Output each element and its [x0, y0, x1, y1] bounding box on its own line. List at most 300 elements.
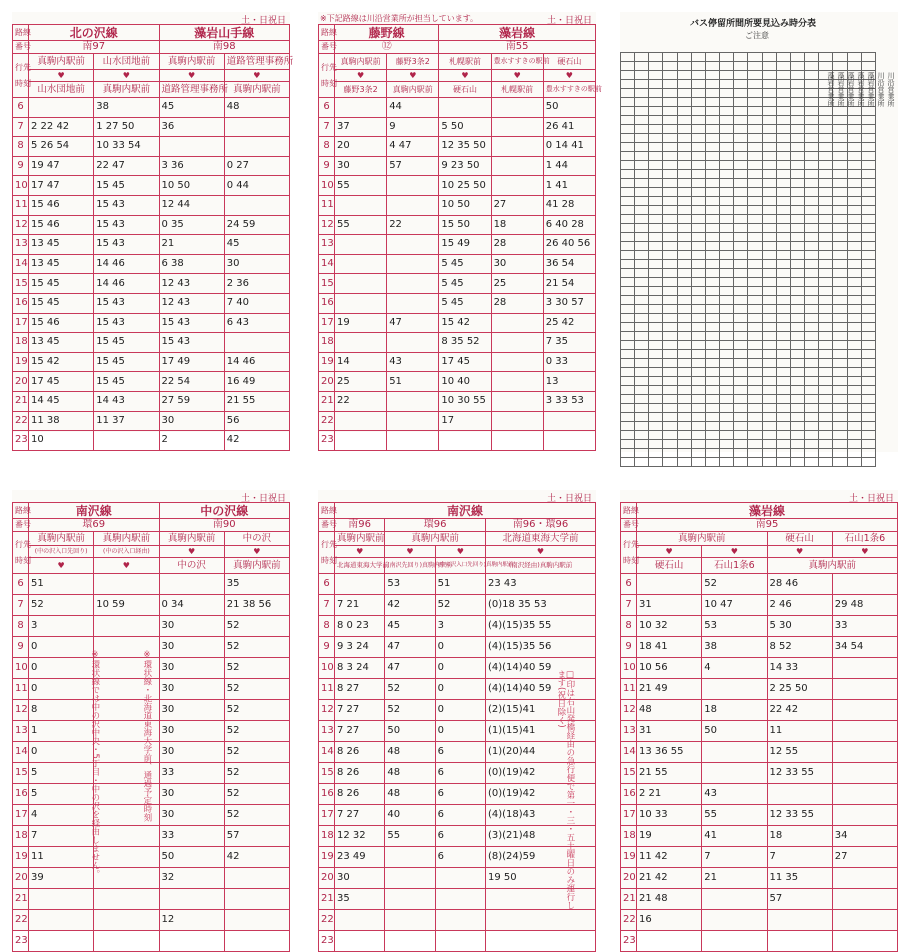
minute-cell [491, 411, 543, 431]
grid-cell [649, 71, 663, 80]
grid-cell [847, 359, 861, 368]
grid-cell [833, 332, 847, 341]
minute-cell: 30 [335, 868, 385, 889]
grid-cell [762, 449, 776, 458]
grid-cell [748, 422, 762, 431]
minute-cell [832, 679, 897, 700]
minute-cell: (4)(14)40 59 [485, 679, 595, 700]
grid-cell [734, 269, 748, 278]
grid-cell [734, 197, 748, 206]
grid-cell [677, 323, 691, 332]
grid-cell [847, 260, 861, 269]
grid-cell [649, 242, 663, 251]
grid-cell [649, 206, 663, 215]
minute-cell: 12 43 [159, 293, 224, 313]
grid-cell [705, 377, 719, 386]
minute-cell: 37 [335, 117, 387, 137]
minute-cell: 15 49 [439, 235, 491, 255]
grid-cell [663, 287, 677, 296]
grid-cell [720, 134, 734, 143]
minute-cell [767, 784, 832, 805]
grid-cell [790, 251, 804, 260]
hour-cell: 21 [319, 889, 335, 910]
minute-cell: 30 [159, 616, 224, 637]
grid-cell [621, 377, 635, 386]
minute-cell: 10 56 [637, 658, 702, 679]
grid-cell [621, 53, 635, 62]
grid-cell [691, 80, 705, 89]
line-name: 藻岩線 [637, 503, 898, 519]
grid-cell [649, 368, 663, 377]
grid-cell [776, 422, 790, 431]
minute-cell: (0)(19)42 [485, 784, 595, 805]
hour-cell: 10 [621, 658, 637, 679]
grid-cell [720, 458, 734, 467]
grid-cell [847, 197, 861, 206]
grid-cell [663, 224, 677, 233]
grid-cell [776, 296, 790, 305]
grid-cell [677, 188, 691, 197]
minute-cell: 18 [702, 700, 767, 721]
grid-cell [677, 350, 691, 359]
grid-cell [776, 323, 790, 332]
timetable-body [319, 574, 596, 952]
minute-cell: 21 55 [224, 391, 289, 411]
grid-cell [748, 98, 762, 107]
grid-cell [635, 251, 649, 260]
minute-cell [435, 889, 485, 910]
minute-cell: 9 [387, 117, 439, 137]
grid-cell [833, 152, 847, 161]
grid-cell [720, 278, 734, 287]
minute-cell: 5 30 [767, 616, 832, 637]
grid-cell [677, 251, 691, 260]
note-text: ※下記路線は川沿営業所が担当しています。 [320, 14, 479, 23]
minute-cell [29, 98, 94, 118]
minute-cell: 10 25 50 [439, 176, 491, 196]
arrow-icon: ♥ [387, 70, 439, 82]
arrow-icon: ♥ [491, 70, 543, 82]
grid-cell [861, 323, 875, 332]
minute-cell: 0 [435, 721, 485, 742]
grid-cell [635, 287, 649, 296]
minute-cell: 18 41 [637, 637, 702, 658]
origin-stop: 真駒内駅前 [335, 532, 385, 546]
grid-cell [819, 323, 833, 332]
grid-cell [635, 458, 649, 467]
grid-cell [805, 170, 819, 179]
grid-cell [748, 206, 762, 215]
grid-cell [790, 350, 804, 359]
minute-cell: (3)(21)48 [485, 826, 595, 847]
minute-cell: 51 [387, 372, 439, 392]
minute-cell: 48 [385, 784, 435, 805]
grid-cell [649, 107, 663, 116]
grid-cell [833, 233, 847, 242]
minute-cell: 6 [435, 826, 485, 847]
hour-cell: 13 [13, 721, 29, 742]
grid-cell [790, 161, 804, 170]
arrow-icon: ♥ [159, 70, 224, 82]
grid-cell [691, 161, 705, 170]
grid-cell [663, 98, 677, 107]
arrow-icon: ♥ [439, 70, 491, 82]
grid-cell [635, 62, 649, 71]
grid-cell [861, 341, 875, 350]
grid-cell [663, 350, 677, 359]
minute-cell: 30 [335, 156, 387, 176]
grid-cell [734, 134, 748, 143]
grid-cell [819, 116, 833, 125]
grid-cell [720, 413, 734, 422]
grid-cell [705, 197, 719, 206]
grid-cell [663, 314, 677, 323]
grid-cell [691, 71, 705, 80]
hour-cell: 17 [319, 805, 335, 826]
grid-cell [790, 89, 804, 98]
hour-cell: 22 [13, 910, 29, 931]
grid-cell [748, 440, 762, 449]
grid-cell [847, 287, 861, 296]
grid-cell [776, 98, 790, 107]
office-label: 川沿営業所 [887, 72, 895, 107]
minute-cell: 15 45 [94, 352, 159, 372]
minute-cell [335, 293, 387, 313]
hour-cell: 18 [319, 826, 335, 847]
grid-cell [720, 314, 734, 323]
grid-cell [748, 368, 762, 377]
grid-cell [705, 458, 719, 467]
origin-stop: 札幌駅前 [439, 54, 491, 70]
grid-cell [776, 377, 790, 386]
grid-cell [847, 440, 861, 449]
grid-cell [734, 170, 748, 179]
grid-cell [635, 350, 649, 359]
grid-cell [635, 89, 649, 98]
minute-cell [543, 411, 595, 431]
grid-cell [776, 314, 790, 323]
grid-cell [621, 215, 635, 224]
grid-cell [861, 422, 875, 431]
grid-cell [776, 431, 790, 440]
grid-cell [790, 296, 804, 305]
grid-cell [720, 179, 734, 188]
minute-cell: 14 46 [94, 274, 159, 294]
hour-cell: 21 [13, 889, 29, 910]
grid-cell [748, 269, 762, 278]
grid-cell [833, 107, 847, 116]
grid-cell [663, 395, 677, 404]
grid-cell [677, 341, 691, 350]
minute-cell: 11 [767, 721, 832, 742]
grid-cell [720, 305, 734, 314]
grid-cell [663, 152, 677, 161]
grid-cell [776, 233, 790, 242]
grid-cell [762, 431, 776, 440]
minute-cell [387, 254, 439, 274]
minute-cell: 12 55 [767, 742, 832, 763]
grid-cell [705, 368, 719, 377]
grid-cell [720, 242, 734, 251]
grid-cell [819, 260, 833, 269]
grid-cell [805, 305, 819, 314]
minute-cell: 6 [435, 784, 485, 805]
minute-cell: 8 35 52 [439, 333, 491, 353]
grid-cell [847, 386, 861, 395]
grid-cell [819, 134, 833, 143]
grid-cell [833, 440, 847, 449]
grid-cell [819, 368, 833, 377]
minute-cell: 8 27 [335, 679, 385, 700]
grid-cell [720, 269, 734, 278]
grid-cell [663, 215, 677, 224]
grid-cell [691, 404, 705, 413]
minute-cell: 19 [637, 826, 702, 847]
grid-cell [734, 278, 748, 287]
grid-cell [691, 386, 705, 395]
grid-cell [762, 323, 776, 332]
grid-cell [847, 341, 861, 350]
grid-cell [805, 98, 819, 107]
grid-cell [621, 242, 635, 251]
grid-cell [819, 287, 833, 296]
grid-cell [691, 377, 705, 386]
grid-cell [833, 224, 847, 233]
grid-cell [691, 125, 705, 134]
minute-cell: 8 [29, 700, 94, 721]
grid-cell [734, 179, 748, 188]
minute-cell [224, 931, 289, 952]
grid-cell [649, 233, 663, 242]
grid-cell [677, 242, 691, 251]
grid-cell [790, 332, 804, 341]
minute-cell: 8 26 [335, 742, 385, 763]
grid-cell [819, 125, 833, 134]
grid-cell [663, 116, 677, 125]
minute-cell: 48 [385, 763, 435, 784]
grid-cell [776, 269, 790, 278]
minute-cell: 0 [435, 637, 485, 658]
grid-cell [621, 269, 635, 278]
hour-cell: 10 [319, 658, 335, 679]
grid-cell [621, 287, 635, 296]
grid-cell [805, 359, 819, 368]
grid-cell [861, 359, 875, 368]
grid-cell [677, 278, 691, 287]
grid-cell [663, 233, 677, 242]
grid-cell [762, 404, 776, 413]
timetable: 路線 南沢線 番号 南96 環96 南96・環96 行先 時刻 真駒内駅前 真駒内駅前 北海道東海大学前 ♥ ♥ ♥ ♥ 北海道東海大学前 (南沢先回り)真駒内駅前 (中の沢入口先回り)真駒内駅前 (南沢経由)真駒内駅前 6 53 51 23 43 7 7 21 42 52 (0)18 35 53 8 8 0 23 45 3 (4)(15)35 55 9 9 3 24 47 0 (4)(15)35 56 10 8 3 24 47 0 (4)(14)40 59 11 8 27 52 0 (4)(14)40 59 12 7 27 52 0 (2)(15)41 13 7 27 50 0 (1)(15)41 14 8 26 48 6 (1)(20)44 15 8 26 48 6 (0)(19)42 16 8 26 48 6 (0)(19)42 17 7 27 40 6 (4)(18)43 18 12 32 55 6 (3)(21)48 19 23 49 6 (8)(24)59 20 30 19 50 21 35 22 23 [318, 502, 596, 952]
grid-cell [833, 206, 847, 215]
grid-cell [663, 170, 677, 179]
minute-cell: 30 [159, 700, 224, 721]
grid-cell [720, 233, 734, 242]
grid-cell [621, 323, 635, 332]
grid-cell [805, 278, 819, 287]
hour-cell: 7 [13, 117, 29, 137]
grid-cell [833, 359, 847, 368]
minute-cell: 12 35 50 [439, 137, 491, 157]
minute-cell [485, 889, 595, 910]
grid-cell [705, 269, 719, 278]
minute-cell: 41 28 [543, 195, 595, 215]
minute-cell: 0 27 [224, 156, 289, 176]
grid-cell [790, 215, 804, 224]
grid-cell [833, 116, 847, 125]
grid-cell [833, 404, 847, 413]
minute-cell: 45 [385, 616, 435, 637]
minute-cell [435, 931, 485, 952]
origin-stop: 豊水すすきの駅前 [491, 54, 543, 70]
grid-cell [748, 413, 762, 422]
grid-cell [734, 314, 748, 323]
minute-cell [832, 700, 897, 721]
grid-cell [649, 359, 663, 368]
minute-cell: 15 45 [94, 333, 159, 353]
grid-cell [790, 305, 804, 314]
grid-cell [734, 152, 748, 161]
grid-cell [720, 440, 734, 449]
grid-cell [819, 332, 833, 341]
grid-cell [621, 80, 635, 89]
minute-cell: 17 49 [159, 352, 224, 372]
minute-cell [224, 889, 289, 910]
grid-cell [649, 89, 663, 98]
grid-cell [663, 296, 677, 305]
grid-cell [705, 341, 719, 350]
grid-cell [861, 278, 875, 287]
grid-cell [805, 368, 819, 377]
origin-stop: 中の沢 [224, 532, 289, 546]
route-number: 南96・環96 [485, 519, 595, 532]
minute-cell: 43 [387, 352, 439, 372]
minute-cell [387, 195, 439, 215]
minute-cell: 52 [29, 595, 94, 616]
minute-cell: 7 27 [335, 805, 385, 826]
grid-cell [635, 197, 649, 206]
minute-cell [439, 431, 491, 451]
grid-cell [677, 260, 691, 269]
dest-stop: 硬石山 [637, 558, 702, 574]
grid-cell [861, 332, 875, 341]
grid-cell [705, 134, 719, 143]
grid-cell [762, 71, 776, 80]
hour-cell: 19 [319, 352, 335, 372]
minute-cell [435, 910, 485, 931]
grid-cell [734, 440, 748, 449]
arrow-icon: ♥ [335, 70, 387, 82]
grid-cell [748, 107, 762, 116]
grid-cell [677, 224, 691, 233]
minute-cell: 15 42 [439, 313, 491, 333]
minute-cell: 2 25 50 [767, 679, 832, 700]
minute-cell: 15 43 [94, 195, 159, 215]
minute-cell: 13 45 [29, 235, 94, 255]
grid-cell [833, 143, 847, 152]
minute-cell: 15 43 [94, 293, 159, 313]
minute-cell [543, 431, 595, 451]
grid-cell [663, 242, 677, 251]
grid-cell [819, 341, 833, 350]
minute-cell: 0 [29, 658, 94, 679]
grid-cell [649, 260, 663, 269]
origin-stop: 真駒内駅前 [335, 54, 387, 70]
origin-stop: 石山1条6 [832, 532, 897, 546]
grid-cell [805, 152, 819, 161]
grid-cell [805, 422, 819, 431]
grid-cell [762, 80, 776, 89]
grid-cell [776, 206, 790, 215]
dest-stop: (南沢先回り)真駒内駅前 [385, 558, 435, 574]
grid-cell [705, 80, 719, 89]
minute-cell: 30 [224, 254, 289, 274]
grid-cell [847, 413, 861, 422]
hour-cell: 11 [13, 195, 29, 215]
grid-cell [790, 440, 804, 449]
hour-cell: 7 [319, 117, 335, 137]
minute-cell: 19 47 [29, 156, 94, 176]
grid-cell [621, 458, 635, 467]
grid-cell [691, 269, 705, 278]
hour-cell: 8 [319, 616, 335, 637]
grid-cell [734, 161, 748, 170]
grid-cell [720, 287, 734, 296]
minute-cell [94, 889, 159, 910]
minute-cell: 6 40 28 [543, 215, 595, 235]
minute-cell: 45 [159, 98, 224, 118]
grid-cell [847, 170, 861, 179]
grid-cell [705, 440, 719, 449]
hour-cell: 7 [621, 595, 637, 616]
grid-cell [691, 296, 705, 305]
minute-cell: 7 27 [335, 721, 385, 742]
minute-cell [832, 742, 897, 763]
hour-cell: 17 [319, 313, 335, 333]
grid-cell [861, 431, 875, 440]
minute-cell: 55 [335, 176, 387, 196]
minute-cell: 27 [491, 195, 543, 215]
grid-cell [847, 188, 861, 197]
grid-cell [805, 197, 819, 206]
grid-cell [847, 431, 861, 440]
arrow-icon: ♥ [702, 546, 767, 558]
grid-cell [663, 134, 677, 143]
grid-cell [748, 125, 762, 134]
minute-cell: 47 [385, 637, 435, 658]
minute-cell [94, 910, 159, 931]
grid-cell [776, 215, 790, 224]
grid-cell [635, 269, 649, 278]
minute-cell: 44 [387, 98, 439, 118]
grid-cell [677, 80, 691, 89]
grid-cell [691, 305, 705, 314]
minute-cell: 31 [637, 595, 702, 616]
grid-cell [748, 287, 762, 296]
minute-cell [491, 431, 543, 451]
grid-cell [720, 332, 734, 341]
grid-cell [663, 107, 677, 116]
grid-cell [762, 305, 776, 314]
minute-cell [832, 805, 897, 826]
grid-cell [861, 188, 875, 197]
minute-cell: 21 55 [637, 763, 702, 784]
grid-cell [748, 197, 762, 206]
grid-cell [748, 449, 762, 458]
page-title: バス停留所間所要見込み時分表 [690, 19, 817, 29]
grid-cell [734, 71, 748, 80]
grid-cell [734, 62, 748, 71]
grid-cell [748, 188, 762, 197]
